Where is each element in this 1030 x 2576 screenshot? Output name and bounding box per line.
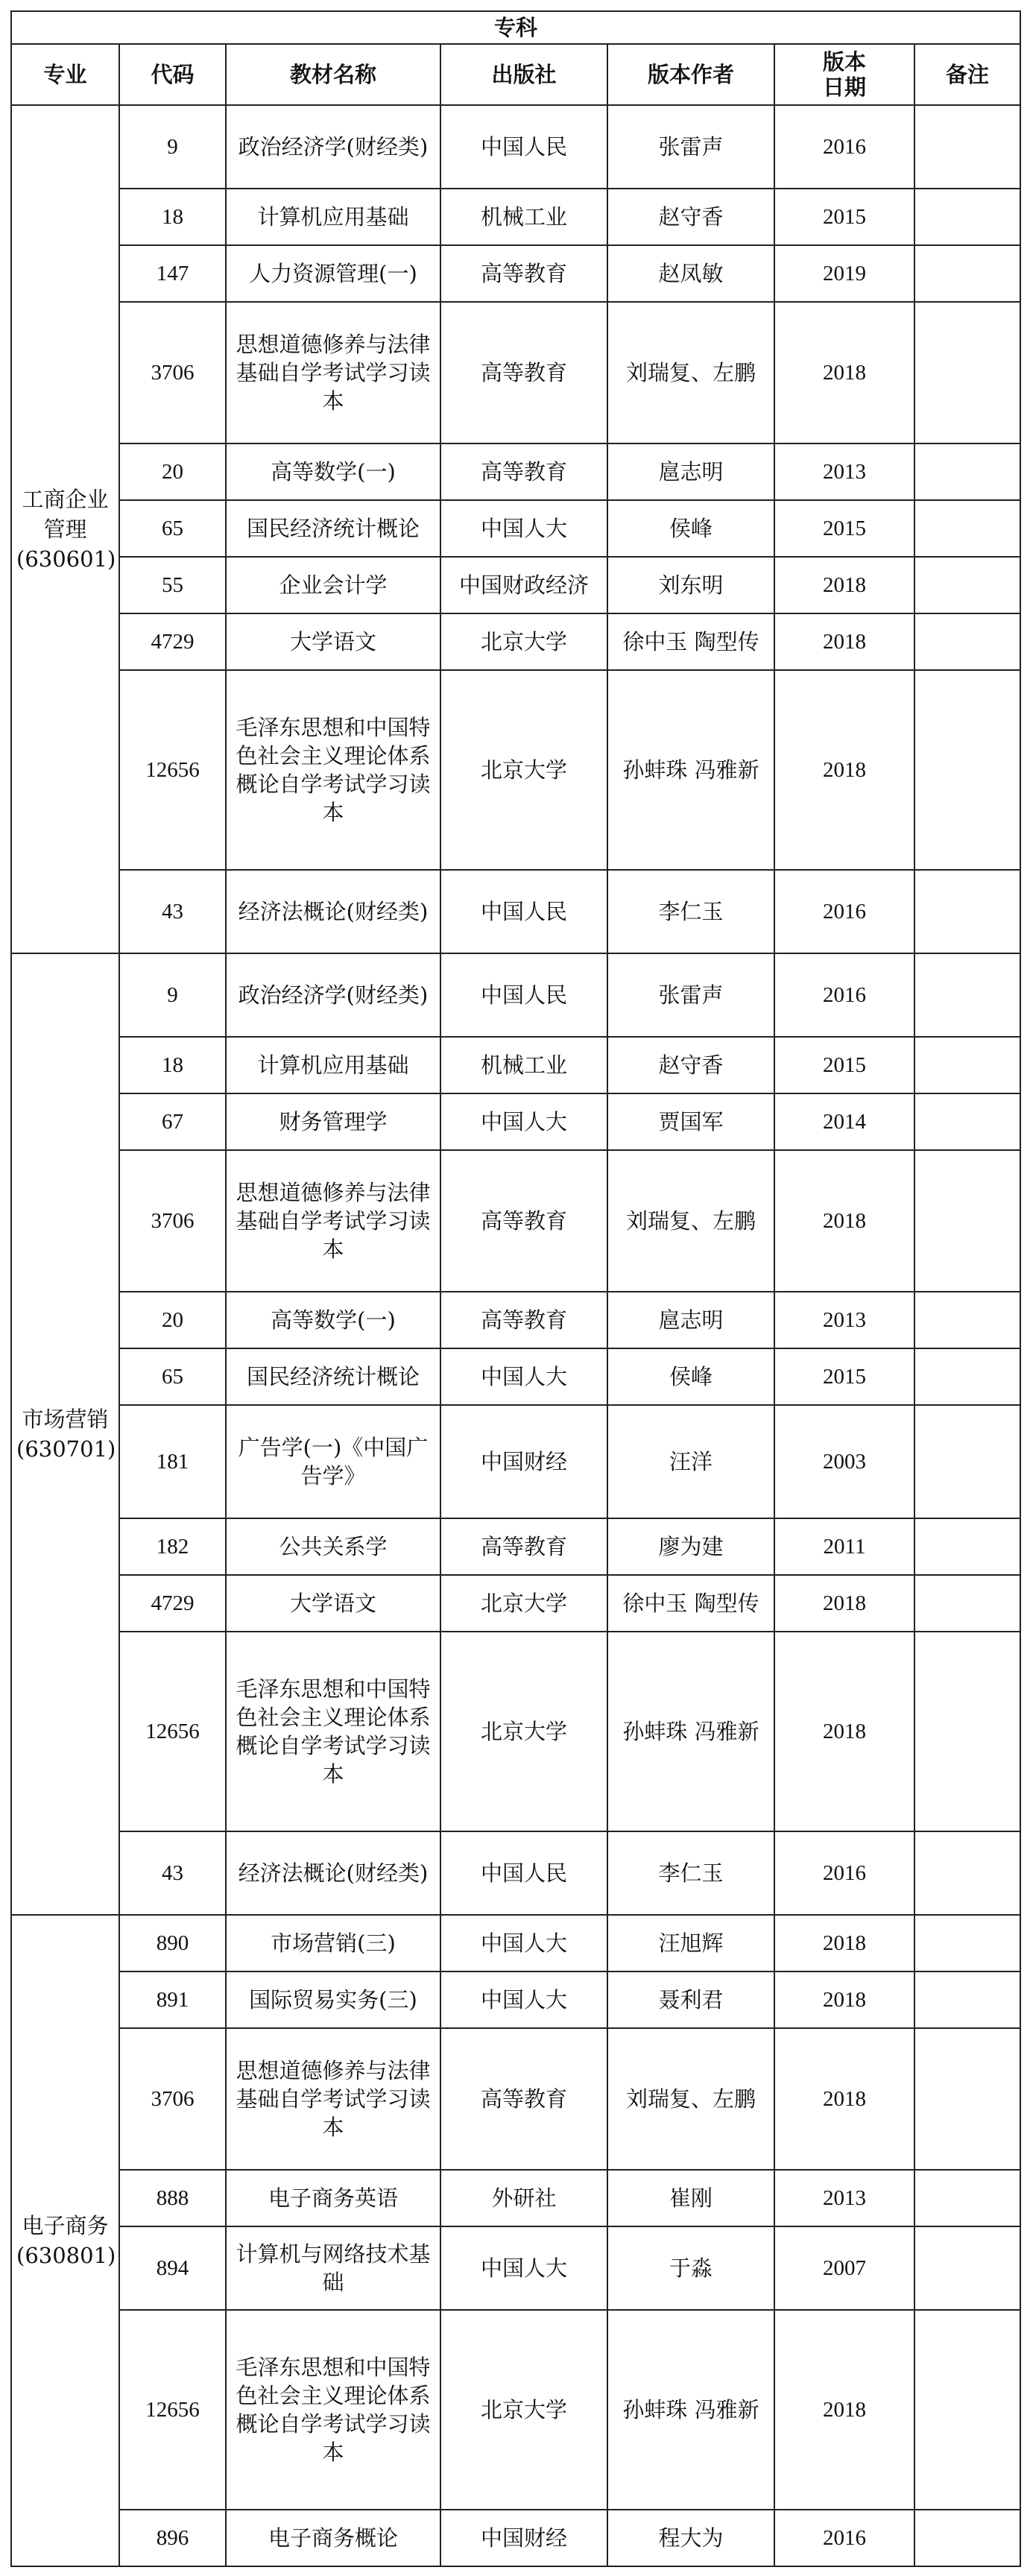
remark-cell <box>914 1632 1020 1831</box>
remark-cell <box>914 1292 1020 1348</box>
remark-cell <box>914 670 1020 870</box>
table-row <box>11 1037 1020 1093</box>
edition-year-cell: 2016 <box>774 870 914 953</box>
table-row <box>11 1292 1020 1348</box>
course-code-cell: 3706 <box>119 1150 226 1292</box>
publisher-cell: 中国人民 <box>440 870 607 953</box>
table-row <box>11 2028 1020 2170</box>
remark-cell <box>914 2510 1020 2566</box>
edition-year-cell: 2013 <box>774 1292 914 1348</box>
textbook-name-cell: 思想道德修养与法律基础自学考试学习读本 <box>226 2028 440 2170</box>
author-cell: 徐中玉 陶型传 <box>607 613 774 670</box>
author-cell: 汪洋 <box>607 1405 774 1518</box>
publisher-cell: 中国人大 <box>440 2226 607 2310</box>
remark-cell <box>914 870 1020 953</box>
major-code: (630701) <box>16 1436 116 1462</box>
textbook-table <box>10 10 1021 2567</box>
textbook-name-cell: 计算机应用基础 <box>226 189 440 245</box>
author-cell: 侯峰 <box>607 500 774 557</box>
edition-year-cell: 2015 <box>774 189 914 245</box>
textbook-name-cell: 思想道德修养与法律基础自学考试学习读本 <box>226 302 440 443</box>
textbook-name-cell: 人力资源管理(一) <box>226 245 440 302</box>
table-row <box>11 1972 1020 2028</box>
major-name: 市场营销 <box>22 1407 109 1432</box>
publisher-cell: 中国人民 <box>440 953 607 1037</box>
publisher-cell: 机械工业 <box>440 189 607 245</box>
table-row <box>11 1632 1020 1831</box>
edition-year-cell: 2007 <box>774 2226 914 2310</box>
major-cell <box>11 1915 119 2566</box>
publisher-cell: 北京大学 <box>440 670 607 870</box>
publisher-cell: 北京大学 <box>440 1575 607 1632</box>
publisher-cell: 中国人大 <box>440 1972 607 2028</box>
remark-cell <box>914 245 1020 302</box>
edition-year-cell: 2016 <box>774 105 914 189</box>
author-cell: 扈志明 <box>607 443 774 500</box>
remark-cell <box>914 1972 1020 2028</box>
table-row <box>11 1831 1020 1915</box>
remark-cell <box>914 613 1020 670</box>
textbook-name-cell: 企业会计学 <box>226 557 440 613</box>
course-code-cell: 4729 <box>119 613 226 670</box>
course-code-cell: 67 <box>119 1093 226 1150</box>
table-row <box>11 2226 1020 2310</box>
remark-cell <box>914 1915 1020 1972</box>
author-cell: 刘东明 <box>607 557 774 613</box>
course-code-cell: 3706 <box>119 2028 226 2170</box>
publisher-cell: 北京大学 <box>440 2310 607 2510</box>
table-row <box>11 613 1020 670</box>
header-date-line1: 版本 <box>822 49 866 75</box>
edition-year-cell: 2018 <box>774 302 914 443</box>
header-date-line2: 日期 <box>822 75 866 100</box>
author-cell: 于淼 <box>607 2226 774 2310</box>
table-row <box>11 443 1020 500</box>
table-row <box>11 105 1020 189</box>
textbook-name-cell: 毛泽东思想和中国特色社会主义理论体系概论自学考试学习读本 <box>226 670 440 870</box>
author-cell: 贾国军 <box>607 1093 774 1150</box>
course-code-cell: 147 <box>119 245 226 302</box>
author-cell: 张雷声 <box>607 105 774 189</box>
textbook-name-cell: 广告学(一)《中国广告学》 <box>226 1405 440 1518</box>
author-cell: 赵守香 <box>607 189 774 245</box>
edition-year-cell: 2018 <box>774 1972 914 2028</box>
remark-cell <box>914 953 1020 1037</box>
publisher-cell: 中国人大 <box>440 1348 607 1405</box>
author-cell: 孙蚌珠 冯雅新 <box>607 1632 774 1831</box>
course-code-cell: 43 <box>119 1831 226 1915</box>
textbook-name-cell: 公共关系学 <box>226 1518 440 1575</box>
remark-cell <box>914 500 1020 557</box>
publisher-cell: 机械工业 <box>440 1037 607 1093</box>
edition-year-cell: 2018 <box>774 1632 914 1831</box>
table-title: 专科 <box>11 11 1020 44</box>
publisher-cell: 中国财经 <box>440 2510 607 2566</box>
textbook-name-cell: 高等数学(一) <box>226 1292 440 1348</box>
textbook-name-cell: 思想道德修养与法律基础自学考试学习读本 <box>226 1150 440 1292</box>
course-code-cell: 43 <box>119 870 226 953</box>
textbook-name-cell: 经济法概论(财经类) <box>226 870 440 953</box>
table-row <box>11 557 1020 613</box>
publisher-cell: 中国人大 <box>440 1915 607 1972</box>
major-cell <box>11 953 119 1915</box>
author-cell: 刘瑞复、左鹏 <box>607 302 774 443</box>
edition-year-cell: 2015 <box>774 1037 914 1093</box>
course-code-cell: 55 <box>119 557 226 613</box>
edition-year-cell: 2018 <box>774 613 914 670</box>
course-code-cell: 9 <box>119 953 226 1037</box>
header-publisher: 出版社 <box>440 44 607 105</box>
edition-year-cell: 2014 <box>774 1093 914 1150</box>
edition-year-cell: 2018 <box>774 1150 914 1292</box>
textbook-name-cell: 大学语文 <box>226 613 440 670</box>
header-row <box>11 44 1020 105</box>
course-code-cell: 894 <box>119 2226 226 2310</box>
publisher-cell: 中国财政经济 <box>440 557 607 613</box>
table-row <box>11 1518 1020 1575</box>
course-code-cell: 18 <box>119 189 226 245</box>
table-row <box>11 870 1020 953</box>
course-code-cell: 12656 <box>119 670 226 870</box>
remark-cell <box>914 2310 1020 2510</box>
course-code-cell: 65 <box>119 500 226 557</box>
course-code-cell: 896 <box>119 2510 226 2566</box>
publisher-cell: 中国人大 <box>440 1093 607 1150</box>
textbook-name-cell: 经济法概论(财经类) <box>226 1831 440 1915</box>
course-code-cell: 182 <box>119 1518 226 1575</box>
publisher-cell: 中国人民 <box>440 105 607 189</box>
author-cell: 扈志明 <box>607 1292 774 1348</box>
textbook-name-cell: 国民经济统计概论 <box>226 500 440 557</box>
table-row <box>11 1915 1020 1972</box>
edition-year-cell: 2018 <box>774 1575 914 1632</box>
course-code-cell: 12656 <box>119 2310 226 2510</box>
remark-cell <box>914 443 1020 500</box>
publisher-cell: 高等教育 <box>440 1518 607 1575</box>
textbook-name-cell: 毛泽东思想和中国特色社会主义理论体系概论自学考试学习读本 <box>226 2310 440 2510</box>
header-major: 专业 <box>11 44 119 105</box>
table-row <box>11 500 1020 557</box>
author-cell: 廖为建 <box>607 1518 774 1575</box>
publisher-cell: 高等教育 <box>440 1150 607 1292</box>
publisher-cell: 高等教育 <box>440 302 607 443</box>
remark-cell <box>914 105 1020 189</box>
course-code-cell: 20 <box>119 443 226 500</box>
edition-year-cell: 2013 <box>774 443 914 500</box>
edition-year-cell: 2018 <box>774 2028 914 2170</box>
remark-cell <box>914 1093 1020 1150</box>
textbook-name-cell: 国际贸易实务(三) <box>226 1972 440 2028</box>
table-row <box>11 1348 1020 1405</box>
remark-cell <box>914 1405 1020 1518</box>
textbook-name-cell: 大学语文 <box>226 1575 440 1632</box>
edition-year-cell: 2018 <box>774 670 914 870</box>
author-cell: 赵凤敏 <box>607 245 774 302</box>
course-code-cell: 12656 <box>119 1632 226 1831</box>
major-name: 工商企业管理 <box>22 487 109 542</box>
edition-year-cell: 2013 <box>774 2170 914 2226</box>
edition-year-cell: 2011 <box>774 1518 914 1575</box>
publisher-cell: 中国人民 <box>440 1831 607 1915</box>
publisher-cell: 中国财经 <box>440 1405 607 1518</box>
remark-cell <box>914 2226 1020 2310</box>
course-code-cell: 9 <box>119 105 226 189</box>
author-cell: 刘瑞复、左鹏 <box>607 2028 774 2170</box>
publisher-cell: 高等教育 <box>440 2028 607 2170</box>
major-cell <box>11 105 119 953</box>
edition-year-cell: 2016 <box>774 1831 914 1915</box>
table-row <box>11 245 1020 302</box>
table-row <box>11 2170 1020 2226</box>
course-code-cell: 65 <box>119 1348 226 1405</box>
table-row <box>11 189 1020 245</box>
major-code: (630801) <box>16 2243 116 2268</box>
author-cell: 汪旭辉 <box>607 1915 774 1972</box>
textbook-name-cell: 政治经济学(财经类) <box>226 953 440 1037</box>
course-code-cell: 888 <box>119 2170 226 2226</box>
author-cell: 李仁玉 <box>607 870 774 953</box>
table-row <box>11 1150 1020 1292</box>
textbook-name-cell: 计算机应用基础 <box>226 1037 440 1093</box>
author-cell: 李仁玉 <box>607 1831 774 1915</box>
edition-year-cell: 2018 <box>774 557 914 613</box>
publisher-cell: 中国人大 <box>440 500 607 557</box>
author-cell: 张雷声 <box>607 953 774 1037</box>
remark-cell <box>914 302 1020 443</box>
textbook-name-cell: 电子商务概论 <box>226 2510 440 2566</box>
edition-year-cell: 2003 <box>774 1405 914 1518</box>
author-cell: 赵守香 <box>607 1037 774 1093</box>
author-cell: 聂利君 <box>607 1972 774 2028</box>
author-cell: 崔刚 <box>607 2170 774 2226</box>
table-row <box>11 1093 1020 1150</box>
author-cell: 孙蚌珠 冯雅新 <box>607 670 774 870</box>
table-row <box>11 1405 1020 1518</box>
header-remark: 备注 <box>914 44 1020 105</box>
course-code-cell: 3706 <box>119 302 226 443</box>
remark-cell <box>914 189 1020 245</box>
title-row <box>11 11 1020 44</box>
textbook-name-cell: 计算机与网络技术基础 <box>226 2226 440 2310</box>
header-author: 版本作者 <box>607 44 774 105</box>
edition-year-cell: 2019 <box>774 245 914 302</box>
table-row <box>11 670 1020 870</box>
table-row <box>11 302 1020 443</box>
header-textbook: 教材名称 <box>226 44 440 105</box>
remark-cell <box>914 1150 1020 1292</box>
author-cell: 侯峰 <box>607 1348 774 1405</box>
author-cell: 程大为 <box>607 2510 774 2566</box>
course-code-cell: 891 <box>119 1972 226 2028</box>
course-code-cell: 181 <box>119 1405 226 1518</box>
header-date <box>774 44 914 105</box>
textbook-name-cell: 高等数学(一) <box>226 443 440 500</box>
textbook-name-cell: 政治经济学(财经类) <box>226 105 440 189</box>
textbook-name-cell: 财务管理学 <box>226 1093 440 1150</box>
publisher-cell: 北京大学 <box>440 613 607 670</box>
author-cell: 徐中玉 陶型传 <box>607 1575 774 1632</box>
remark-cell <box>914 557 1020 613</box>
remark-cell <box>914 2028 1020 2170</box>
table-row <box>11 1575 1020 1632</box>
publisher-cell: 高等教育 <box>440 245 607 302</box>
edition-year-cell: 2016 <box>774 953 914 1037</box>
course-code-cell: 4729 <box>119 1575 226 1632</box>
publisher-cell: 高等教育 <box>440 1292 607 1348</box>
remark-cell <box>914 1518 1020 1575</box>
textbook-name-cell: 毛泽东思想和中国特色社会主义理论体系概论自学考试学习读本 <box>226 1632 440 1831</box>
table-row <box>11 2510 1020 2566</box>
publisher-cell: 高等教育 <box>440 443 607 500</box>
major-name: 电子商务 <box>22 2213 109 2238</box>
textbook-name-cell: 国民经济统计概论 <box>226 1348 440 1405</box>
textbook-name-cell: 电子商务英语 <box>226 2170 440 2226</box>
course-code-cell: 18 <box>119 1037 226 1093</box>
edition-year-cell: 2015 <box>774 1348 914 1405</box>
header-code: 代码 <box>119 44 226 105</box>
publisher-cell: 外研社 <box>440 2170 607 2226</box>
course-code-cell: 890 <box>119 1915 226 1972</box>
textbook-name-cell: 市场营销(三) <box>226 1915 440 1972</box>
remark-cell <box>914 1037 1020 1093</box>
author-cell: 孙蚌珠 冯雅新 <box>607 2310 774 2510</box>
author-cell: 刘瑞复、左鹏 <box>607 1150 774 1292</box>
major-code: (630601) <box>16 546 116 572</box>
table-row <box>11 953 1020 1037</box>
edition-year-cell: 2018 <box>774 2310 914 2510</box>
remark-cell <box>914 1348 1020 1405</box>
table-body <box>11 105 1020 2566</box>
edition-year-cell: 2018 <box>774 1915 914 1972</box>
remark-cell <box>914 1831 1020 1915</box>
table-row <box>11 2310 1020 2510</box>
edition-year-cell: 2016 <box>774 2510 914 2566</box>
remark-cell <box>914 1575 1020 1632</box>
publisher-cell: 北京大学 <box>440 1632 607 1831</box>
remark-cell <box>914 2170 1020 2226</box>
course-code-cell: 20 <box>119 1292 226 1348</box>
edition-year-cell: 2015 <box>774 500 914 557</box>
